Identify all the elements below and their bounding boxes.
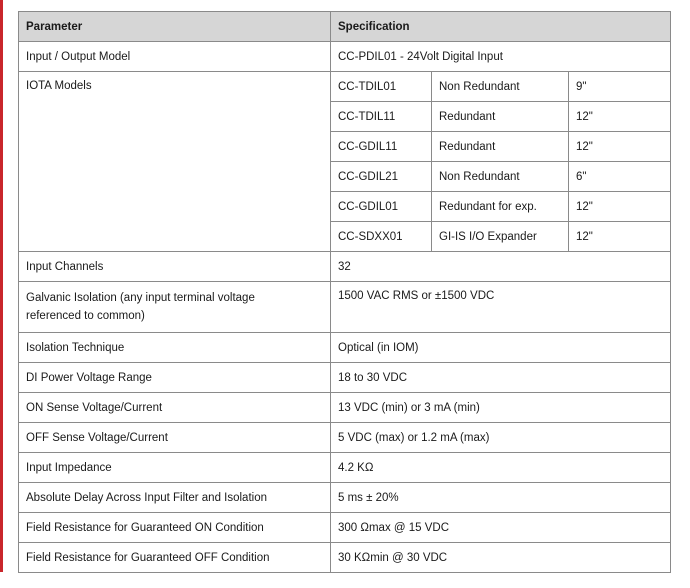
spec-cell: 5 ms ± 20% xyxy=(331,483,671,513)
table-row xyxy=(19,363,671,393)
spec-cell: 5 VDC (max) or 1.2 mA (max) xyxy=(331,423,671,453)
iota-model-cell: CC-GDIL21 xyxy=(331,162,432,192)
param-cell: Field Resistance for Guaranteed ON Condition xyxy=(19,513,331,543)
spec-cell: CC-PDIL01 - 24Volt Digital Input xyxy=(331,42,671,72)
param-cell: OFF Sense Voltage/Current xyxy=(19,423,331,453)
spec-cell: 32 xyxy=(331,252,671,282)
iota-type-cell: Redundant xyxy=(432,102,569,132)
iota-size-cell: 9" xyxy=(569,72,671,102)
param-cell: ON Sense Voltage/Current xyxy=(19,393,331,423)
section-heading-cutoff xyxy=(18,0,148,3)
param-cell: Field Resistance for Guaranteed OFF Condition xyxy=(19,543,331,573)
iota-type-cell: Redundant for exp. xyxy=(432,192,569,222)
param-cell: Absolute Delay Across Input Filter and Isolation xyxy=(19,483,331,513)
iota-size-cell: 12" xyxy=(569,192,671,222)
param-cell: Galvanic Isolation (any input terminal voltage referenced to common) xyxy=(19,282,331,333)
table-row xyxy=(19,42,671,72)
table-row xyxy=(19,282,671,333)
table-header-row xyxy=(19,12,671,42)
table-row xyxy=(19,483,671,513)
spec-cell: 1500 VAC RMS or ±1500 VDC xyxy=(331,282,671,333)
param-cell: Input Channels xyxy=(19,252,331,282)
table-row xyxy=(19,453,671,483)
table-row xyxy=(19,543,671,573)
table-row xyxy=(19,423,671,453)
iota-model-cell: CC-TDIL11 xyxy=(331,102,432,132)
header-parameter: Parameter xyxy=(19,12,331,42)
spec-cell: Optical (in IOM) xyxy=(331,333,671,363)
iota-model-cell: CC-GDIL01 xyxy=(331,192,432,222)
table-row xyxy=(19,252,671,282)
iota-model-cell: CC-GDIL11 xyxy=(331,132,432,162)
param-cell-iota: IOTA Models xyxy=(19,72,331,252)
table-row xyxy=(19,513,671,543)
iota-type-cell: GI-IS I/O Expander xyxy=(432,222,569,252)
spec-cell: 30 KΩmin @ 30 VDC xyxy=(331,543,671,573)
iota-size-cell: 12" xyxy=(569,132,671,162)
param-cell: Isolation Technique xyxy=(19,333,331,363)
spec-cell: 13 VDC (min) or 3 mA (min) xyxy=(331,393,671,423)
iota-model-cell: CC-SDXX01 xyxy=(331,222,432,252)
table-row xyxy=(19,72,671,102)
table-row xyxy=(19,333,671,363)
iota-type-cell: Non Redundant xyxy=(432,72,569,102)
spec-cell: 4.2 KΩ xyxy=(331,453,671,483)
iota-size-cell: 6" xyxy=(569,162,671,192)
spec-cell: 18 to 30 VDC xyxy=(331,363,671,393)
header-specification: Specification xyxy=(331,12,671,42)
param-cell: DI Power Voltage Range xyxy=(19,363,331,393)
left-accent-bar xyxy=(0,0,3,572)
iota-size-cell: 12" xyxy=(569,102,671,132)
param-cell: Input Impedance xyxy=(19,453,331,483)
iota-model-cell: CC-TDIL01 xyxy=(331,72,432,102)
table-row xyxy=(19,393,671,423)
iota-size-cell: 12" xyxy=(569,222,671,252)
iota-type-cell: Redundant xyxy=(432,132,569,162)
iota-type-cell: Non Redundant xyxy=(432,162,569,192)
param-cell: Input / Output Model xyxy=(19,42,331,72)
spec-table xyxy=(18,11,671,573)
spec-cell: 300 Ωmax @ 15 VDC xyxy=(331,513,671,543)
